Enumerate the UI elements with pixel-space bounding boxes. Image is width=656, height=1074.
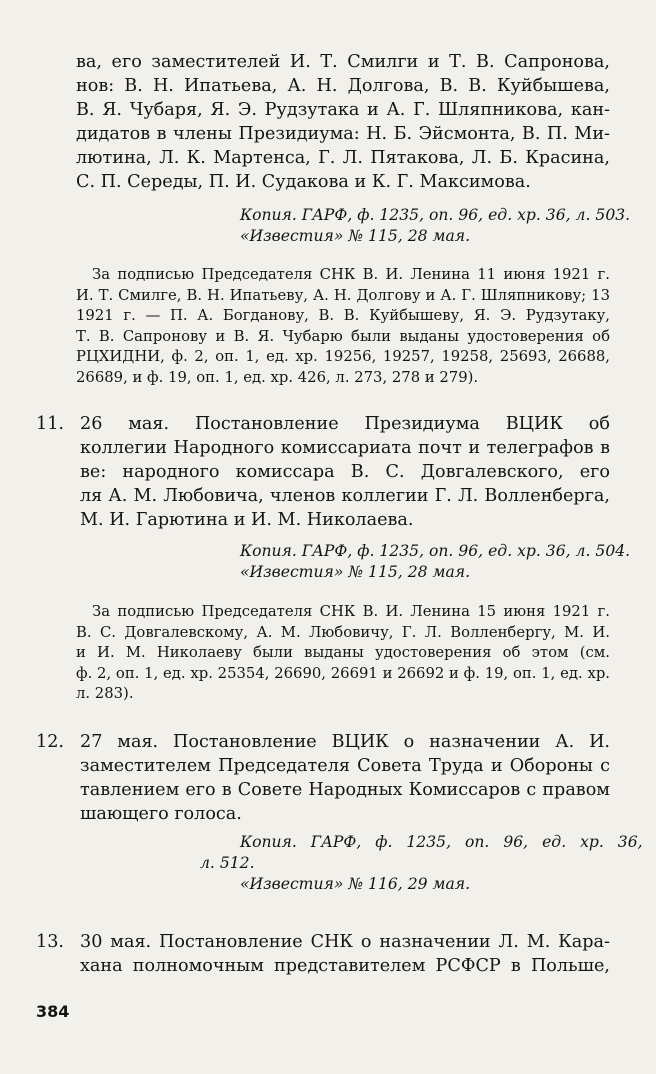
page-number: 384 (36, 1002, 70, 1021)
text-line: ва, его заместителей И. Т. Смилги и Т. В. Сапронова, (76, 52, 610, 72)
text-line: Т. В. Сапронову и В. Я. Чубарю были выданы удостоверения об (76, 327, 610, 345)
archive-reference: Копия. ГАРФ, ф. 1235, оп. 96, ед. хр. 36, (240, 833, 643, 851)
text-line: лютина, Л. К. Мартенса, Г. Л. Пятакова, Л. Б. Красина, (76, 148, 610, 168)
text-line: 1921 г. — П. А. Богданову, В. В. Куйбышеву, Я. Э. Рудзутаку, (76, 307, 610, 325)
text-line: заместителем Председателя Совета Труда и Обороны с (80, 756, 610, 776)
text-line: В. Я. Чубаря, Я. Э. Рудзутака и А. Г. Шляпникова, кан- (76, 100, 610, 120)
intro-paragraph (76, 50, 610, 194)
entry-13 (36, 930, 610, 978)
text-line: РЦХИДНИ, ф. 2, оп. 1, ед. хр. 19256, 19257, 19258, 25693, 26688, (76, 348, 610, 366)
text-line: шающего голоса. (80, 804, 242, 824)
text-line: ве: народного комиссара В. С. Довгалевского, его (80, 462, 610, 482)
text-line: коллегии Народного комиссариата почт и телеграфов в (80, 438, 610, 458)
text-line: ля А. М. Любовича, членов коллегии Г. Л. Волленберга, (80, 486, 610, 506)
text-line: хана полномочным представителем РСФСР в Польше, (80, 956, 610, 976)
archive-reference: Копия. ГАРФ, ф. 1235, оп. 96, ед. хр. 36, л. 504. (240, 542, 631, 560)
archive-reference: л. 512. (200, 854, 255, 872)
entry-number: 13. (36, 932, 64, 952)
text-line: нов: В. Н. Ипатьева, А. Н. Долгова, В. В. Куйбышева, (76, 76, 610, 96)
archive-reference: Копия. ГАРФ, ф. 1235, оп. 96, ед. хр. 36, л. 503. (240, 206, 631, 224)
footnote-paragraph (76, 602, 610, 705)
entry-number: 12. (36, 732, 64, 752)
text-line: За подписью Председателя СНК В. И. Ленина 15 июня 1921 г. (92, 603, 610, 620)
footnote-paragraph (76, 265, 610, 389)
source-citation (240, 541, 631, 583)
entry-12 (36, 730, 610, 826)
source-citation (240, 205, 631, 247)
source-citation (200, 832, 643, 895)
text-line: И. Т. Смилге, В. Н. Ипатьеву, А. Н. Долгову и А. Г. Шляпникову; 13 (76, 286, 610, 304)
text-line: тавлением его в Совете Народных Комиссаров с правом (80, 780, 610, 800)
entry-number: 11. (36, 414, 64, 434)
text-line: 30 мая. Постановление СНК о назначении Л. М. Кара- (80, 932, 610, 952)
newspaper-reference: «Известия» № 116, 29 мая. (240, 875, 471, 893)
entry-11 (36, 412, 610, 532)
text-line: ф. 2, оп. 1, ед. хр. 25354, 26690, 26691 и 26692 и ф. 19, оп. 1, ед. хр. (76, 664, 610, 682)
text-line: М. И. Гарютина и И. М. Николаева. (80, 510, 414, 530)
text-line: 26689, и ф. 19, оп. 1, ед. хр. 426, л. 273, 278 и 279). (76, 368, 479, 386)
text-line: дидатов в члены Президиума: Н. Б. Эйсмонта, В. П. Ми- (76, 124, 610, 144)
text-line: За подписью Председателя СНК В. И. Ленина 11 июня 1921 г. (92, 266, 610, 283)
text-line: 27 мая. Постановление ВЦИК о назначении А. И. (80, 732, 610, 752)
text-line: С. П. Середы, П. И. Судакова и К. Г. Максимова. (76, 172, 531, 192)
text-line: 26 мая. Постановление Президиума ВЦИК об (80, 414, 610, 434)
newspaper-reference: «Известия» № 115, 28 мая. (240, 563, 471, 581)
text-line: и И. М. Николаеву были выданы удостоверения об этом (см. (76, 644, 610, 662)
text-line: л. 283). (76, 685, 134, 703)
text-line: В. С. Довгалевскому, А. М. Любовичу, Г. Л. Волленбергу, М. И. (76, 623, 610, 641)
newspaper-reference: «Известия» № 115, 28 мая. (240, 227, 471, 245)
